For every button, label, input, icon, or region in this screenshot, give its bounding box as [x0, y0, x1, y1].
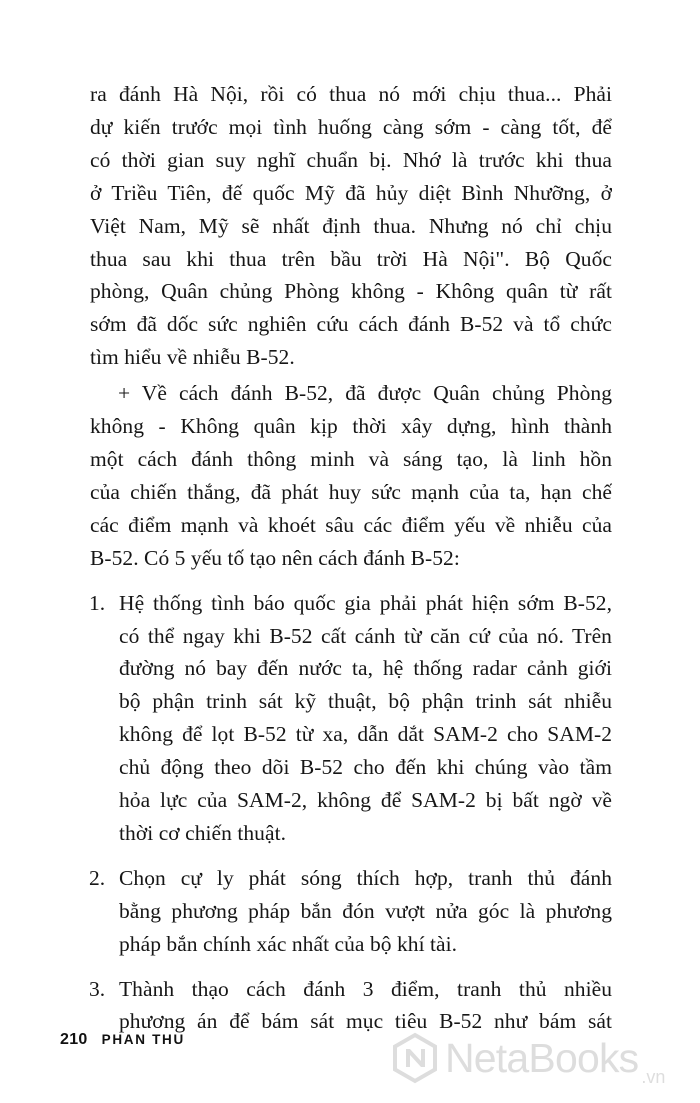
text-line: có thời gian suy nghĩ chuẩn bị. Nhớ là trước khi thua — [90, 147, 612, 172]
text-line: + Về cách đánh B-52, đã được Quân chủng Phòng — [118, 381, 612, 406]
text-line: Việt Nam, Mỹ sẽ nhất định thua. Nhưng nó chỉ chịu — [90, 213, 612, 238]
list-spacing — [90, 850, 612, 862]
text-line: Chọn cự ly phát sóng thích hợp, tranh thủ đánh — [119, 865, 612, 890]
list-item-2 — [90, 862, 612, 961]
list-number: 1. — [89, 590, 106, 615]
list-item-text — [119, 862, 612, 961]
paragraph-continuation — [90, 78, 612, 374]
text-line: phòng, Quân chủng Phòng không - Không quân từ rất — [90, 279, 612, 304]
text-line: đường nó bay đến nước ta, hệ thống radar cảnh giới — [119, 656, 612, 681]
page-footer — [60, 1031, 185, 1049]
text-line: chủ động theo dõi B-52 cho đến khi chúng vào tầm — [119, 755, 612, 780]
n-logo-icon — [389, 1032, 441, 1084]
text-line: pháp bắn chính xác nhất của bộ khí tài. — [119, 931, 458, 956]
text-line: Hệ thống tình báo quốc gia phải phát hiện sớm B-52, — [119, 590, 612, 615]
text-line: ra đánh Hà Nội, rồi có thua nó mới chịu thua... Phải — [90, 82, 612, 106]
watermark-suffix: .vn — [641, 1066, 666, 1087]
page-text — [90, 78, 612, 1038]
b52-method-paragraph — [90, 377, 612, 574]
text-line: thời cơ chiến thuật. — [119, 820, 287, 845]
text-line: của chiến thắng, đã phát huy sức mạnh của ta, hạn chế — [90, 479, 612, 504]
numbered-list — [90, 587, 612, 1039]
list-item-1 — [90, 587, 612, 850]
text-line: các điểm mạnh và khoét sâu các điểm yếu về nhiễu của — [90, 512, 612, 537]
text-line: hỏa lực của SAM-2, không để SAM-2 bị bất ngờ về — [119, 788, 612, 813]
author-name: PHAN THU — [101, 1032, 185, 1047]
page-number: 210 — [60, 1031, 88, 1048]
list-item-text — [119, 587, 612, 850]
list-spacing — [90, 961, 612, 973]
list-number: 2. — [89, 865, 106, 890]
list-spacing — [90, 575, 612, 587]
text-line: một cách đánh thông minh và sáng tạo, là linh hồn — [90, 446, 612, 471]
text-line: dự kiến trước mọi tình huống càng sớm - càng tốt, để — [90, 114, 612, 139]
watermark-text — [445, 1034, 666, 1087]
netabooks-watermark — [389, 1026, 699, 1090]
text-line: bộ phận trinh sát kỹ thuật, bộ phận trinh sát nhiễu — [119, 689, 612, 714]
watermark-brand: NetaBooks — [445, 1034, 639, 1081]
text-line: phương án để bám sát mục tiêu B-52 như bám sát — [119, 1009, 612, 1034]
list-number: 3. — [89, 976, 106, 1001]
text-line: không để lọt B-52 từ xa, dẫn dắt SAM-2 cho SAM-2 — [119, 722, 612, 747]
text-line: thua sau khi thua trên bầu trời Hà Nội". Bộ Quốc — [90, 246, 612, 271]
text-line: ở Triều Tiên, đế quốc Mỹ đã hủy diệt Bình Nhưỡng, ở — [90, 180, 612, 205]
text-line: bằng phương pháp bắn đón vượt nửa góc là phương — [119, 898, 612, 923]
text-line: không - Không quân kịp thời xây dựng, hình thành — [90, 414, 612, 439]
text-line: Thành thạo cách đánh 3 điểm, tranh thủ nhiều — [119, 976, 612, 1001]
text-line: tìm hiểu về nhiễu B-52. — [90, 345, 295, 370]
text-line: có thể ngay khi B-52 cất cánh từ căn cứ của nó. Trên — [119, 623, 612, 648]
text-line: B-52. Có 5 yếu tố tạo nên cách đánh B-52: — [90, 545, 460, 570]
text-line: sớm đã dốc sức nghiên cứu cách đánh B-52 và tổ chức — [90, 312, 612, 337]
